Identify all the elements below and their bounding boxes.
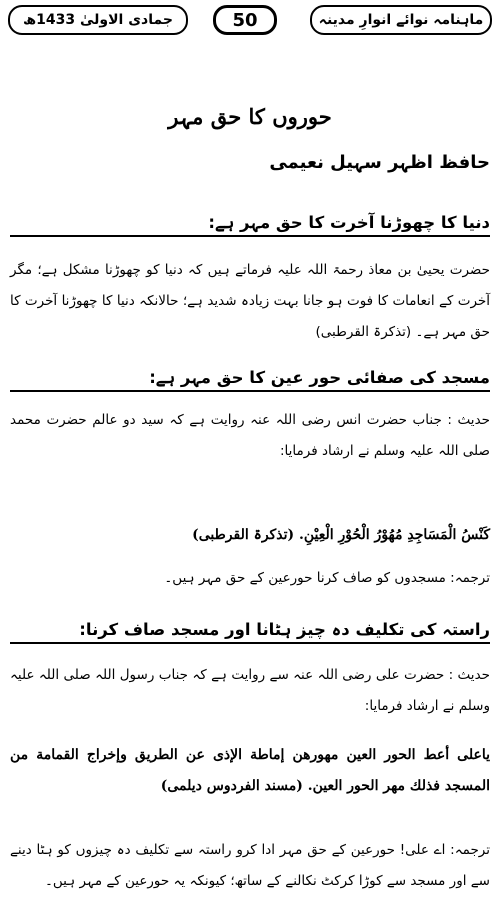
magazine-name: ماہنامہ نوائے انوارِ مدینہ <box>318 12 484 28</box>
section-3-translation: ترجمہ: اے علی! حورعین کے حق مہر ادا کرو راستہ سے تکلیف دہ چیزوں کو ہٹا دینے سے اور مسجد سے کوڑا کرکٹ نکالنے کے ساتھ؛ کیونکہ یہ حورعین کے مہر ہیں۔ <box>10 842 490 889</box>
article-author: حافظ اظہر سہیل نعیمی <box>269 152 490 173</box>
section-3-hadith: حدیث : حضرت علی رضی اللہ عنہ سے روایت ہے کہ جناب رسول اللہ صلی اللہ علیہ وسلم نے ارشاد فرمایا: <box>10 667 490 714</box>
issue-date: جمادی الاولیٰ 1433ھ <box>23 12 173 28</box>
section-heading-3: راستہ کی تکلیف دہ چیز ہٹانا اور مسجد صاف کرنا: <box>10 620 490 644</box>
section-2-arabic: كَنْسُ الْمَسَاجِدِ مُهُوْرُ الْحُوْرِ الْعِيْنِ. (تذکرۃ القرطبی) <box>192 527 490 543</box>
issue-date-box <box>8 5 188 35</box>
section-2-translation: ترجمہ: مسجدوں کو صاف کرنا حورعین کے حق مہر ہیں۔ <box>164 570 490 586</box>
page-header <box>8 5 492 37</box>
magazine-name-box <box>310 5 492 35</box>
page-number-box <box>213 5 277 35</box>
page-number: 50 <box>232 9 258 31</box>
section-2-hadith: حدیث : جناب حضرت انس رضی اللہ عنہ روایت ہے کہ سید دو عالم حضرت محمد صلی اللہ علیہ وسلم نے ارشاد فرمایا: <box>10 412 490 459</box>
article-title: حوروں کا حق مہر <box>168 104 332 129</box>
section-1-text: حضرت یحییٰ بن معاذ رحمۃ اللہ علیہ فرماتے ہیں کہ دنیا کو چھوڑنا مشکل ہے؛ مگر آخرت کے انعامات کا فوت ہو جانا بہت زیادہ شدید ہے؛ حالانکہ دنیا کا چھوڑنا آخرت کا حق مہر ہے۔ (تذکرۃ القرطبی) <box>10 262 490 340</box>
section-heading-2: مسجد کی صفائی حور عین کا حق مہر ہے: <box>10 368 490 392</box>
section-3-arabic: یاعلی أعط الحور العین مهورهن إماطة الإذى عن الطریق وإخراج القمامة من المسجد فذلك مهر الحور العین. (مسند الفردوس دیلمی) <box>10 747 490 794</box>
section-heading-1: دنیا کا چھوڑنا آخرت کا حق مہر ہے: <box>10 213 490 237</box>
